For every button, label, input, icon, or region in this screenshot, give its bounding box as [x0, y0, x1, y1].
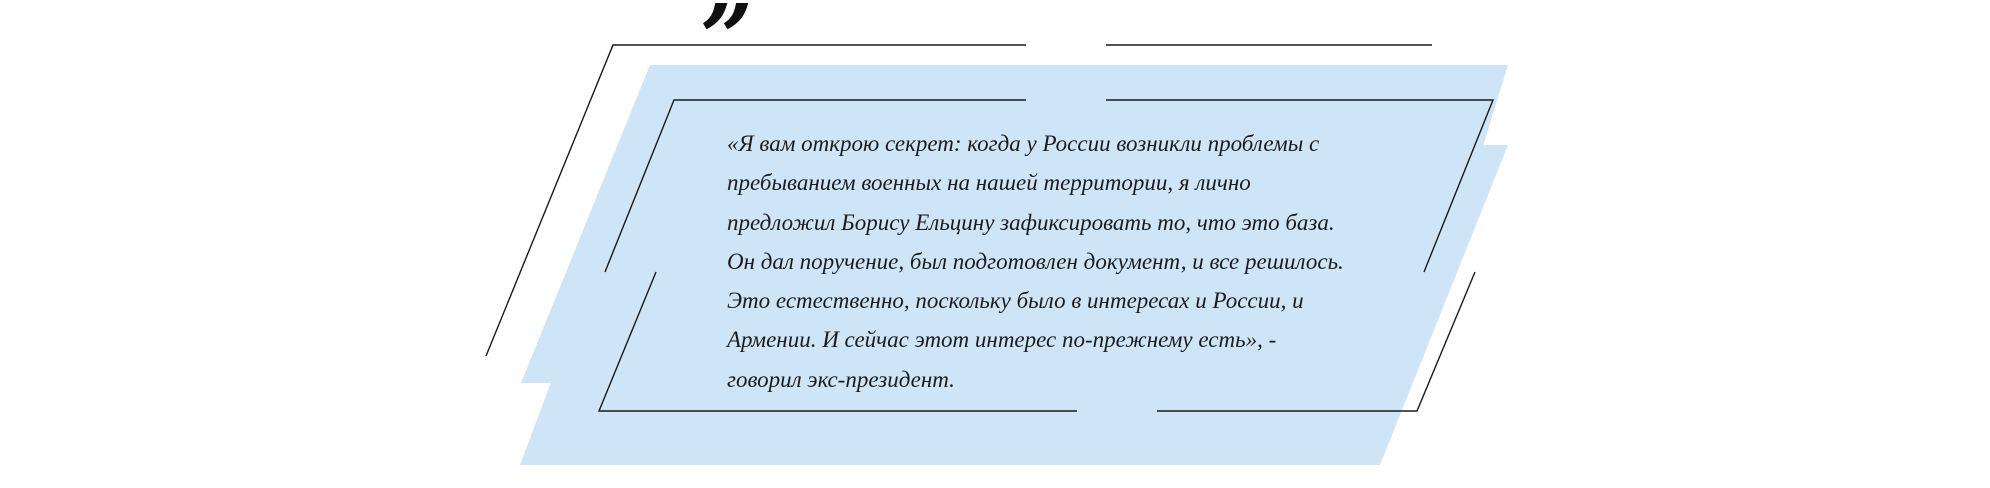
quote-text: «Я вам открою секрет: когда у России возникли проблемы с пребыванием военных на нашей территории, я лично предложил Борису Ельцину зафиксировать то, что это база. Он дал поручение, был подготовлен документ, и все решилось. Это естественно, поскольку было в интересах и России, и Армении. И сейчас этот интерес по-прежнему есть», - говорил экс-президент.: [727, 131, 1344, 392]
quote-mark-icon: ”: [700, 0, 753, 92]
